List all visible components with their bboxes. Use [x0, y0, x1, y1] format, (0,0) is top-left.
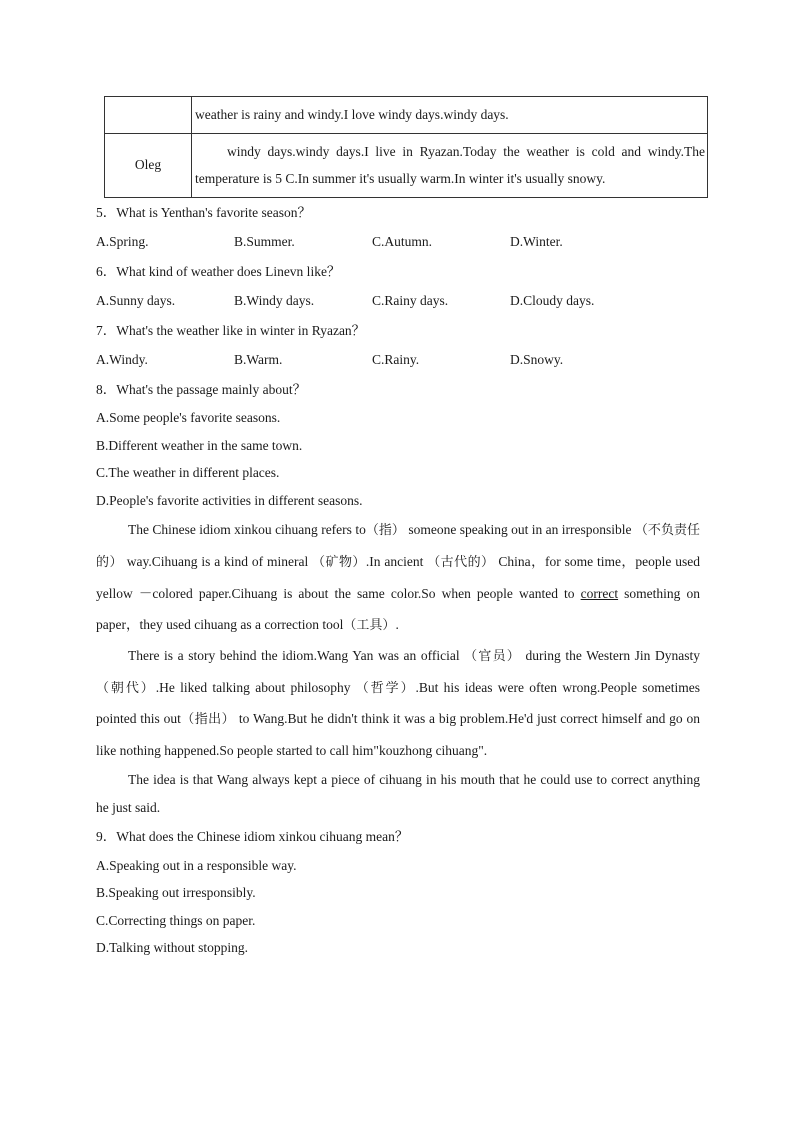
option-a: A.Spring.: [96, 234, 149, 249]
gloss: （矿物）: [312, 555, 366, 570]
table-row: [105, 97, 708, 134]
text-run: The Chinese idiom xinkou cihuang refers to: [128, 522, 366, 537]
option-d: D.Talking without stopping.: [96, 940, 249, 955]
option-row: [96, 345, 700, 375]
option-d: D.People's favorite activities in different seasons.: [96, 492, 363, 508]
table-text-cell: weather is rainy and windy.I love windy days.windy days.: [192, 97, 708, 134]
text-run: China，for some time，people used yellow －colored paper.Cihuang is about the same color.So when people wanted to: [96, 554, 700, 601]
underlined-word: correct: [580, 586, 619, 601]
question-9: [96, 822, 700, 962]
text-run: .But his ideas were often wrong.People sometimes pointed this out: [96, 679, 700, 726]
text-run: someone speaking out in an irresponsible: [404, 522, 635, 537]
passage-paragraph-1: [96, 514, 700, 641]
option-a: A.Windy.: [96, 352, 148, 367]
option-d: D.Snowy.: [510, 352, 564, 367]
question-stem: 6．What kind of weather does Linevn like？: [96, 263, 341, 279]
option-c: C.Autumn.: [372, 234, 433, 249]
question-stem: 9．What does the Chinese idiom xinkou cihuang mean？: [96, 829, 409, 844]
text-run: .He liked talking about philosophy: [155, 679, 356, 695]
question-8: [96, 375, 700, 515]
option-c: C.Correcting things on paper.: [96, 912, 256, 928]
question-7: [96, 316, 700, 375]
table-text-cell: windy days.windy days.I live in Ryazan.Today the weather is cold and windy.The temperature is 5 C.In summer it's usually warm.In winter it's usually snowy.: [192, 133, 708, 197]
option-a: A.Some people's favorite seasons.: [96, 410, 281, 425]
option-c: C.The weather in different places.: [96, 465, 280, 480]
passage-paragraph-2: [96, 641, 700, 766]
option-d: D.Winter.: [510, 234, 563, 249]
option-d: D.Cloudy days.: [510, 293, 595, 308]
option-b: B.Different weather in the same town.: [96, 437, 303, 453]
passage-paragraph-3: The idea is that Wang always kept a piece of cihuang in his mouth that he could use to correct anything he just said.: [96, 772, 700, 815]
table-name-cell: Oleg: [105, 133, 192, 197]
text-run: something on paper，they used cihuang as a correction tool: [96, 586, 700, 632]
gloss: （古代的）: [427, 555, 495, 570]
gloss: （工具）: [343, 618, 396, 633]
option-b: B.Speaking out irresponsibly.: [96, 885, 256, 900]
question-stem: 5．What is Yenthan's favorite season？: [96, 204, 312, 220]
option-row: [96, 227, 700, 257]
option-b: B.Warm.: [234, 352, 283, 367]
text-run: .: [395, 617, 399, 632]
gloss: （哲学）: [355, 680, 416, 696]
option-b: B.Windy days.: [234, 293, 315, 308]
table-name-cell: [105, 97, 192, 134]
document-page: [96, 96, 705, 962]
gloss: （不负责任的）: [96, 523, 700, 570]
text-run: .In ancient: [365, 554, 428, 569]
text-run: during the Western Jin Dynasty: [520, 648, 700, 663]
option-row: [96, 286, 700, 316]
weather-table: [104, 96, 708, 198]
option-c: C.Rainy days.: [372, 293, 449, 308]
gloss: （指）: [365, 523, 405, 538]
text-run: to Wang.But he didn't think it was a big problem.He'd just correct himself and go on like nothing happened.So people started to call him"kouzhong cihuang".: [96, 711, 700, 758]
question-stem: 7．What's the weather like in winter in Ryazan？: [96, 322, 366, 338]
gloss: （朝代）: [96, 680, 156, 696]
question-5: [96, 198, 700, 257]
option-b: B.Summer.: [234, 234, 295, 249]
question-stem: 8．What's the passage mainly about？: [96, 381, 307, 397]
text-run: way.Cihuang is a kind of mineral: [122, 554, 313, 569]
table-row: [105, 133, 708, 197]
gloss: （指出）: [180, 712, 236, 727]
question-6: [96, 257, 700, 316]
gloss: （官员）: [464, 649, 521, 664]
option-a: A.Speaking out in a responsible way.: [96, 857, 297, 873]
option-c: C.Rainy.: [372, 352, 420, 367]
text-run: There is a story behind the idiom.Wang Yan was an official: [128, 648, 465, 663]
option-a: A.Sunny days.: [96, 293, 176, 308]
